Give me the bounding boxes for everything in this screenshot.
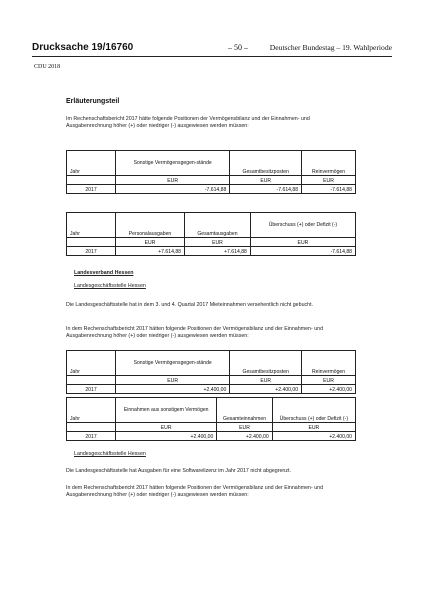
table4-col-2: Gesamteinnahmen [217,398,272,423]
header-rule [32,56,392,57]
table2-value-2: +7.614,88 [185,247,251,256]
page-header [32,42,392,56]
table2-unit: EUR [116,238,185,247]
table1-unit: EUR [302,176,356,185]
header-right: Deutscher Bundestag – 19. Wahlperiode [269,43,392,52]
table1-col-1: Sonstige Vermögensgegen-stände [116,151,230,176]
table3-col-3: Reinvermögen [302,351,356,376]
table1-year: 2017 [67,185,116,194]
table4-value-2: +2.400,00 [217,432,272,441]
landesgeschaeftsstelle-title-2: Landesgeschäftsstelle Hessen [74,451,146,457]
table4-unit: EUR [217,423,272,432]
landesverband-title: Landesverband Hessen [74,270,134,276]
table4-col-1: Einnahmen aus sonstigem Vermögen [116,398,217,423]
table1-value-3: -7.614,88 [302,185,356,194]
table1-col-3: Reinvermögen [302,151,356,176]
paragraph-1: Im Rechenschaftsbericht 2017 hätte folgende Positionen der Vermögensbilanz und der Einnahmen- und Ausgabenrechnung höher (+) oder niedriger (-) ausgewiesen werden müssen: [66,116,310,130]
document-number [32,42,133,53]
table3-year: 2017 [67,385,116,394]
table3-col-1: Sonstige Vermögensgegen-stände [116,351,230,376]
table-4 [66,397,356,441]
table4-col-jahr: Jahr [67,398,116,423]
table4-unit: EUR [116,423,217,432]
landesgeschaeftsstelle-title: Landesgeschäftsstelle Hessen [74,283,146,289]
doc-number: 16760 [105,42,134,53]
paragraph-5: In dem Rechenschaftsbericht 2017 hätten folgende Positionen der Vermögensbilanz und der Einnahmen- und Ausgabenrechnung höher (+) oder niedriger (-) ausgewiesen werden müssen: [66,485,324,499]
table3-value-3: +2.400,00 [302,385,356,394]
table-1 [66,150,356,194]
paragraph-3: In dem Rechenschaftsbericht 2017 hätten folgende Positionen der Vermögensbilanz und der Einnahmen- und Ausgabenrechnung höher (+) oder niedriger (-) ausgewiesen werden müssen: [66,326,324,340]
table1-col-jahr: Jahr [67,151,116,176]
table2-value-1: +7.614,88 [116,247,185,256]
table2-col-2: Gesamtausgaben [185,213,251,238]
table2-year: 2017 [67,247,116,256]
table3-unit: EUR [116,376,230,385]
party-year: CDU 2018 [34,64,61,70]
table1-value-2: -7.614,88 [230,185,302,194]
table3-unit: EUR [230,376,302,385]
table2-unit: EUR [250,238,355,247]
table2-col-1: Personalausgaben [116,213,185,238]
paragraph-2: Die Landesgeschäftsstelle hat in dem 3. und 4. Quartal 2017 Mieteinnahmen versehentlich nicht gebucht. [66,302,314,308]
table4-unit: EUR [272,423,355,432]
table4-year: 2017 [67,432,116,441]
paragraph-4: Die Landesgeschäftsstelle hat Ausgaben für eine Softwarelizenz im Jahr 2017 nicht abgegrenzt. [66,468,291,474]
doc-label: Drucksache 19/ [32,42,106,53]
table3-value-2: +2.400,00 [230,385,302,394]
table4-value-1: +2.400,00 [116,432,217,441]
table-2 [66,212,356,256]
table2-col-3: Überschuss (+) oder Defizit (-) [250,213,355,238]
table4-col-3: Überschuss (+) oder Defizit (-) [272,398,355,423]
section-title: Erläuterungsteil [66,98,120,105]
table1-value-1: -7.614,88 [116,185,230,194]
table3-col-2: Gesamtbesitzposten [230,351,302,376]
table3-col-jahr: Jahr [67,351,116,376]
table2-unit: EUR [185,238,251,247]
table-3 [66,350,356,394]
table4-value-3: +2.400,00 [272,432,355,441]
table1-col-2: Gesamtbesitzposten [230,151,302,176]
page-number: – 50 – [228,43,248,52]
table2-col-jahr: Jahr [67,213,116,238]
table1-unit: EUR [116,176,230,185]
table2-value-3: -7.614,88 [250,247,355,256]
table1-unit: EUR [230,176,302,185]
table3-unit: EUR [302,376,356,385]
table3-value-1: +2.400,00 [116,385,230,394]
